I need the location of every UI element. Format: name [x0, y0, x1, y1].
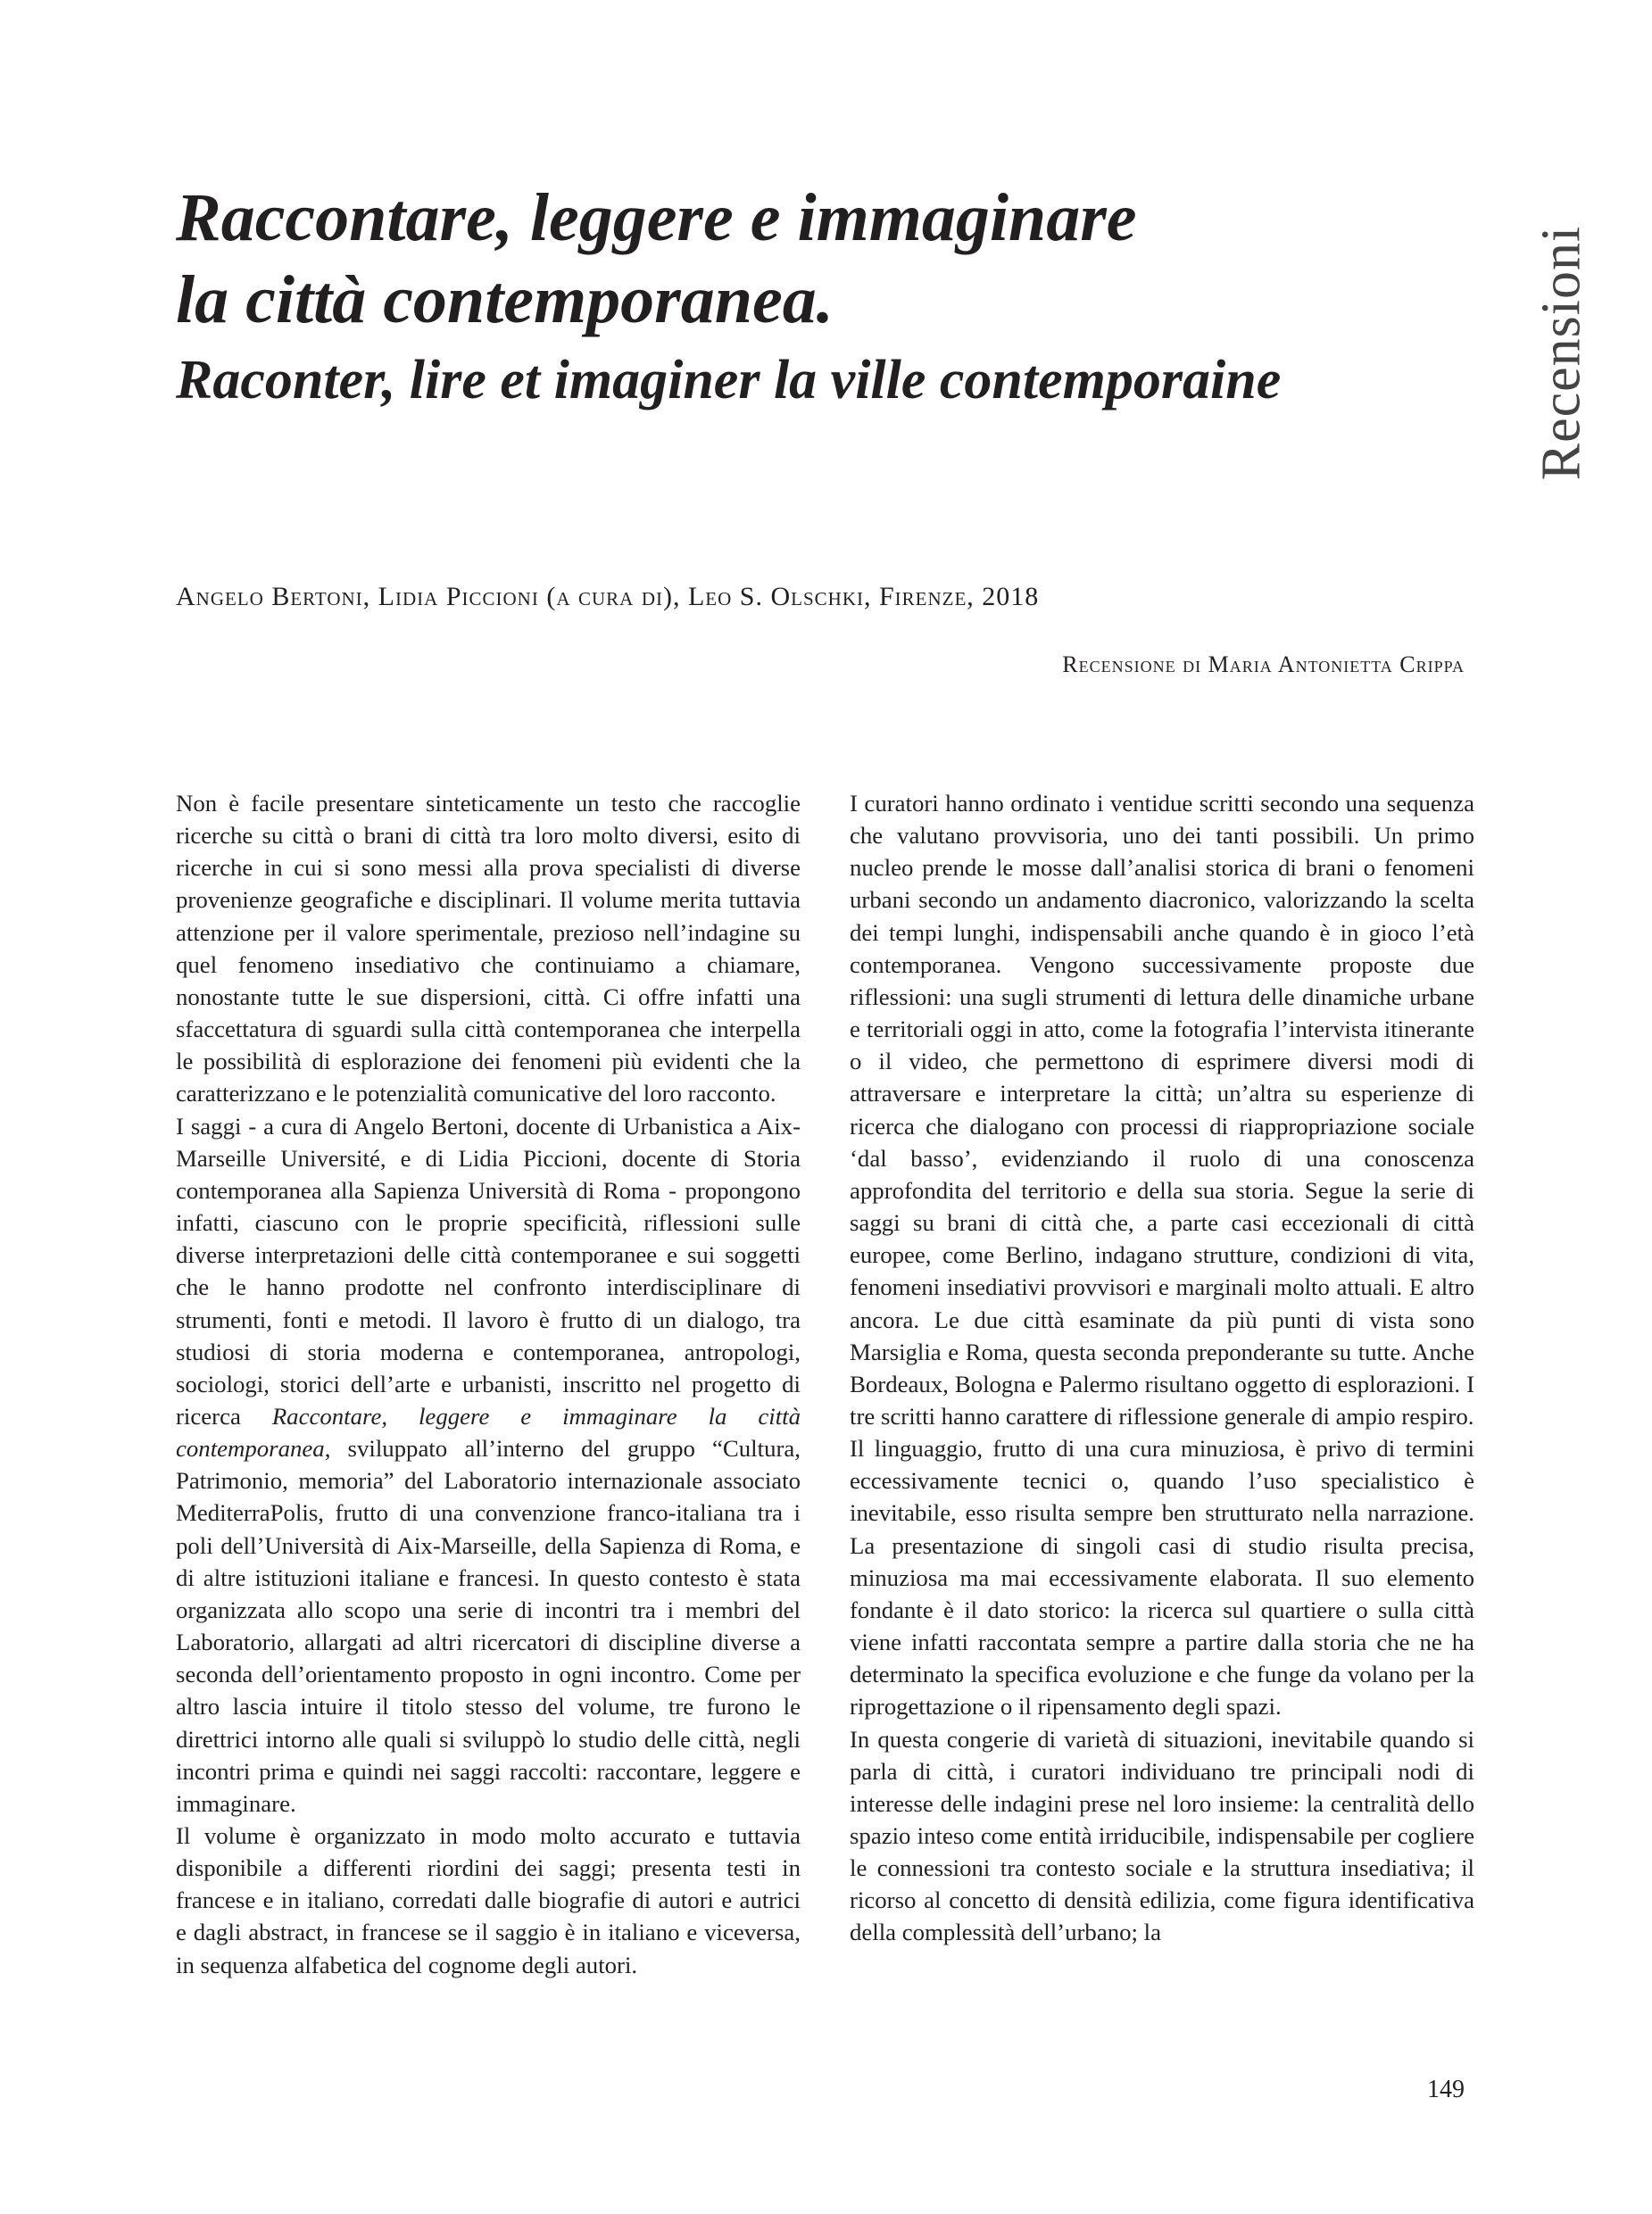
left-text-column: [176, 787, 801, 1981]
paragraph: Il volume è organizzato in modo molto accurato e tuttavia disponibile a differenti riordini dei saggi; presenta testi in francese e in italiano, corredati dalle biografie di autori e autrici e dagli abstract, in francese se il saggio è in italiano e viceversa, in sequenza alfabetica del cognome degli autori.: [176, 1822, 801, 1978]
section-label: [1526, 205, 1598, 500]
paragraph: [176, 1110, 801, 1820]
right-text-column: [850, 787, 1474, 1949]
section-label-text: Recensioni: [1531, 225, 1592, 480]
book-reference: Angelo Bertoni, Lidia Piccioni (a cura di), Leo S. Olschki, Firenze, 2018: [176, 582, 1040, 611]
paragraph: In questa congerie di varietà di situazioni, inevitabile quando si parla di città, i curatori individuano tre principali nodi di interesse delle indagini prese nel loro insieme: la centralità dello spazio inteso come entità irriducibile, indispensabile per cogliere le connessioni tra contesto sociale e la struttura insediativa; il ricorso al concetto di densità edilizia, come figura identificativa della complessità dell’urbano; la: [850, 1725, 1474, 1946]
paragraph-text: , sviluppato all’interno del gruppo “Cultura, Patrimonio, memoria” del Laboratorio internazionale associato MediterraPolis, frutto di una convenzione franco-italiana tra i poli dell’Università di Aix-Marseille, della Sapienza di Roma, e di altre istituzioni italiane e francesi. In questo contesto è stata organizzata allo scopo una serie di incontri tra i membri del Laboratorio, allargati ad altri ricercatori di discipline diverse a seconda dell’orientamento proposto in ogni incontro. Come per altro lascia intuire il titolo stesso del volume, tre furono le direttrici intorno alle quali si sviluppò lo studio delle città, negli incontri prima e quindi nei saggi raccolti: raccontare, leggere e immaginare.: [176, 1435, 801, 1817]
project-title-italic: Raccontare, leggere e immaginare la città contemporanea: [176, 1402, 801, 1463]
article-title-line-1: Raccontare, leggere e immaginare: [176, 180, 1137, 255]
article-title-block: [176, 177, 1470, 416]
article-title-line-2: la città contemporanea.: [176, 262, 834, 337]
paragraph: Il linguaggio, frutto di una cura minuziosa, è privo di termini eccessivamente tecnici o, quando l’uso specialistico è inevitabile, esso risulta sempre ben strutturato nella narrazione. La presentazione di singoli casi di studio risulta precisa, minuziosa ma mai eccessivamente elaborata. Il suo elemento fondante è il dato storico: la ricerca sul quartiere o sulla città viene infatti raccontata sempre a partire dalla storia che ne ha determinato la specifica evoluzione e che funge da volano per la riprogettazione o il ripensamento degli spazi.: [850, 1435, 1474, 1721]
article-subtitle: Raconter, lire et imaginer la ville contemporaine: [176, 350, 1282, 410]
reviewer-credit: Recensione di Maria Antonietta Crippa: [1062, 651, 1465, 677]
paragraph-text: I saggi - a cura di Angelo Bertoni, docente di Urbanistica a Aix-Marseille Université, e di Lidia Piccioni, docente di Storia contemporanea alla Sapienza Università di Roma - propongono infatti, ciascuno con le proprie specificità, riflessioni sulle diverse interpretazioni delle città contemporanee e sui soggetti che le hanno prodotte nel confronto interdisciplinare di strumenti, fonti e metodi. Il lavoro è frutto di un dialogo, tra studiosi di storia moderna e contemporanea, antropologi, sociologi, storici dell’arte e urbanisti, inscritto nel progetto di ricerca: [176, 1112, 801, 1430]
page-number: 149: [1427, 2076, 1465, 2103]
paragraph: I curatori hanno ordinato i ventidue scritti secondo una sequenza che valutano provvisoria, uno dei tanti possibili. Un primo nucleo prende le mosse dall’analisi storica di brani o fenomeni urbani secondo un andamento diacronico, valorizzando la scelta dei tempi lunghi, indispensabili anche quando è in gioco l’età contemporanea. Vengono successivamente proposte due riflessioni: una sugli strumenti di lettura delle dinamiche urbane e territoriali oggi in atto, come la fotografia l’intervista itinerante o il video, che permettono di esprimere diversi modi di attraversare e interpretare la città; un’altra su esperienze di ricerca che dialogano con processi di riappropriazione sociale ‘dal basso’, evidenziando il ruolo di una conoscenza approfondita del territorio e della sua storia. Segue la serie di saggi su brani di città che, a parte casi eccezionali di città europee, come Berlino, indagano strutture, condizioni di vita, fenomeni insediativi provvisori e marginali molto attuali. E altro ancora. Le due città esaminate da più punti di vista sono Marsiglia e Roma, questa seconda preponderante su tutte. Anche Bordeaux, Bologna e Palermo risultano oggetto di esplorazioni. I tre scritti hanno carattere di riflessione generale di ampio respiro.: [850, 790, 1474, 1430]
paragraph: Non è facile presentare sinteticamente un testo che raccoglie ricerche su città o brani di città tra loro molto diversi, esito di ricerche in cui si sono messi alla prova specialisti di diverse provenienze geografiche e disciplinari. Il volume merita tuttavia attenzione per il valore sperimentale, prezioso nell’indagine su quel fenomeno insediativo che continuiamo a chiamare, nonostante tutte le sue dispersioni, città. Ci offre infatti una sfaccettatura di sguardi sulla città contemporanea che interpella le possibilità di esplorazione dei fenomeni più evidenti che la caratterizzano e le potenzialità comunicative del loro racconto.: [176, 790, 801, 1107]
